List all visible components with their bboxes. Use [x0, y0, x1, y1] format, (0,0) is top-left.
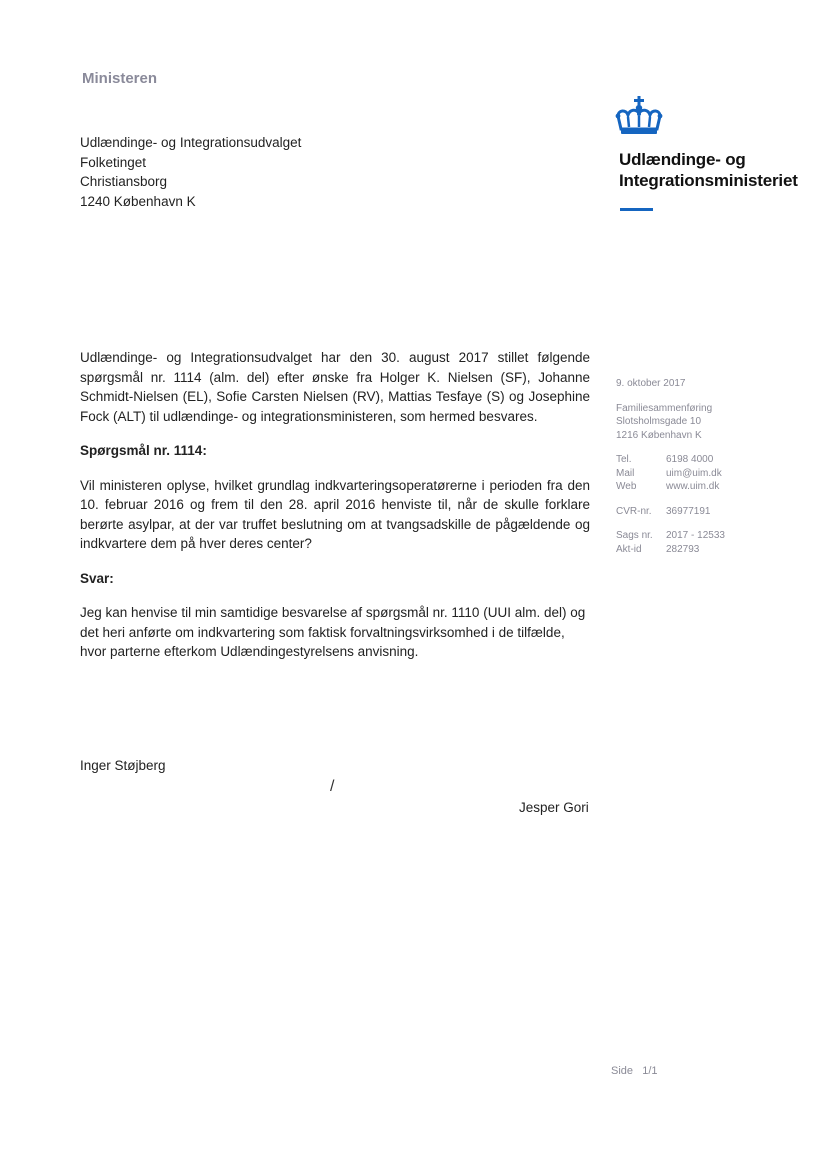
- signature-official: Jesper Gori: [519, 800, 589, 815]
- signature-minister: Inger Støjberg: [80, 758, 166, 773]
- contact-row: [616, 467, 725, 481]
- answer-paragraph: Jeg kan henvise til min samtidige besvarelse af spørgsmål nr. 1110 (UUI alm. del) og det heri anførte om indkvartering som faktisk forvaltningsvirksomhed i de tilfælde, hvor parterne efterkom Udlændingestyrelsens anvisning.: [80, 605, 586, 659]
- case-row: [616, 543, 725, 557]
- contact-value: www.uim.dk: [666, 481, 720, 492]
- cvr-block: [616, 505, 725, 519]
- department-address: [616, 402, 725, 443]
- department-street: Slotsholmsgade 10: [616, 416, 702, 427]
- answer-heading: Svar:: [80, 570, 114, 586]
- cvr-row: [616, 505, 725, 519]
- question-heading: Spørgsmål nr. 1114:: [80, 443, 207, 458]
- case-value: 2017 - 12533: [666, 530, 725, 541]
- contact-label: Tel.: [616, 454, 632, 465]
- contact-block: [616, 453, 725, 494]
- logo-accent-bar: [620, 208, 653, 211]
- cvr-value: 36977191: [666, 505, 711, 517]
- letter-body: [80, 348, 590, 662]
- sender-label: Ministeren: [82, 70, 158, 87]
- case-block: [616, 529, 725, 556]
- letter-date: 9. oktober 2017: [616, 378, 686, 389]
- ministry-name-line1: Udlændinge- og: [619, 150, 746, 169]
- contact-row: [616, 453, 725, 467]
- department-name: Familiesammenføring: [616, 402, 713, 414]
- page-value: 1/1: [642, 1065, 658, 1077]
- contact-value: uim@uim.dk: [666, 467, 722, 479]
- contact-label: Mail: [616, 467, 635, 479]
- case-row: [616, 529, 725, 543]
- contact-label: Web: [616, 481, 637, 492]
- ministry-name: [619, 149, 798, 191]
- case-value: 282793: [666, 543, 700, 555]
- case-label: Sags nr.: [616, 530, 653, 541]
- recipient-line: Udlændinge- og Integrationsudvalget: [80, 135, 302, 150]
- contact-value: 6198 4000: [666, 454, 714, 465]
- intro-paragraph: Udlændinge- og Integrationsudvalget har den 30. august 2017 stillet følgende spørgsmål nr. 1114 (alm. del) efter ønske fra Holger K. Nielsen (SF), Johanne Schmidt-Nielsen (EL), Sofie Carsten Nielsen (RV), Mattias Tesfaye (S) og Josephine Fock (ALT) til udlændinge- og integrationsministeren, som hermed besvares.: [80, 350, 590, 424]
- page-number: [611, 1065, 658, 1077]
- contact-row: [616, 480, 725, 494]
- recipient-address: [80, 133, 301, 211]
- crown-icon: [612, 96, 668, 142]
- page-label: Side: [611, 1065, 634, 1077]
- case-label: Akt-id: [616, 543, 642, 555]
- recipient-line: 1240 København K: [80, 193, 196, 209]
- ministry-name-line2: Integrationsministeriet: [619, 171, 798, 190]
- letter-sidebar: [616, 377, 725, 567]
- recipient-line: Christiansborg: [80, 174, 168, 189]
- question-paragraph: Vil ministeren oplyse, hvilket grundlag indkvarteringsoperatørerne i perioden fra den 10. februar 2016 og frem til den 28. april 2016 henviste til, når de skulle forklare berørte asylpar, at der var truffet beslutning om at tvangsadskille de pågældende og indkvartere dem på hver deres center?: [80, 477, 590, 551]
- signature-slash: /: [330, 778, 335, 795]
- cvr-label: CVR-nr.: [616, 505, 652, 517]
- recipient-line: Folketinget: [80, 154, 147, 170]
- department-city: 1216 København K: [616, 429, 702, 441]
